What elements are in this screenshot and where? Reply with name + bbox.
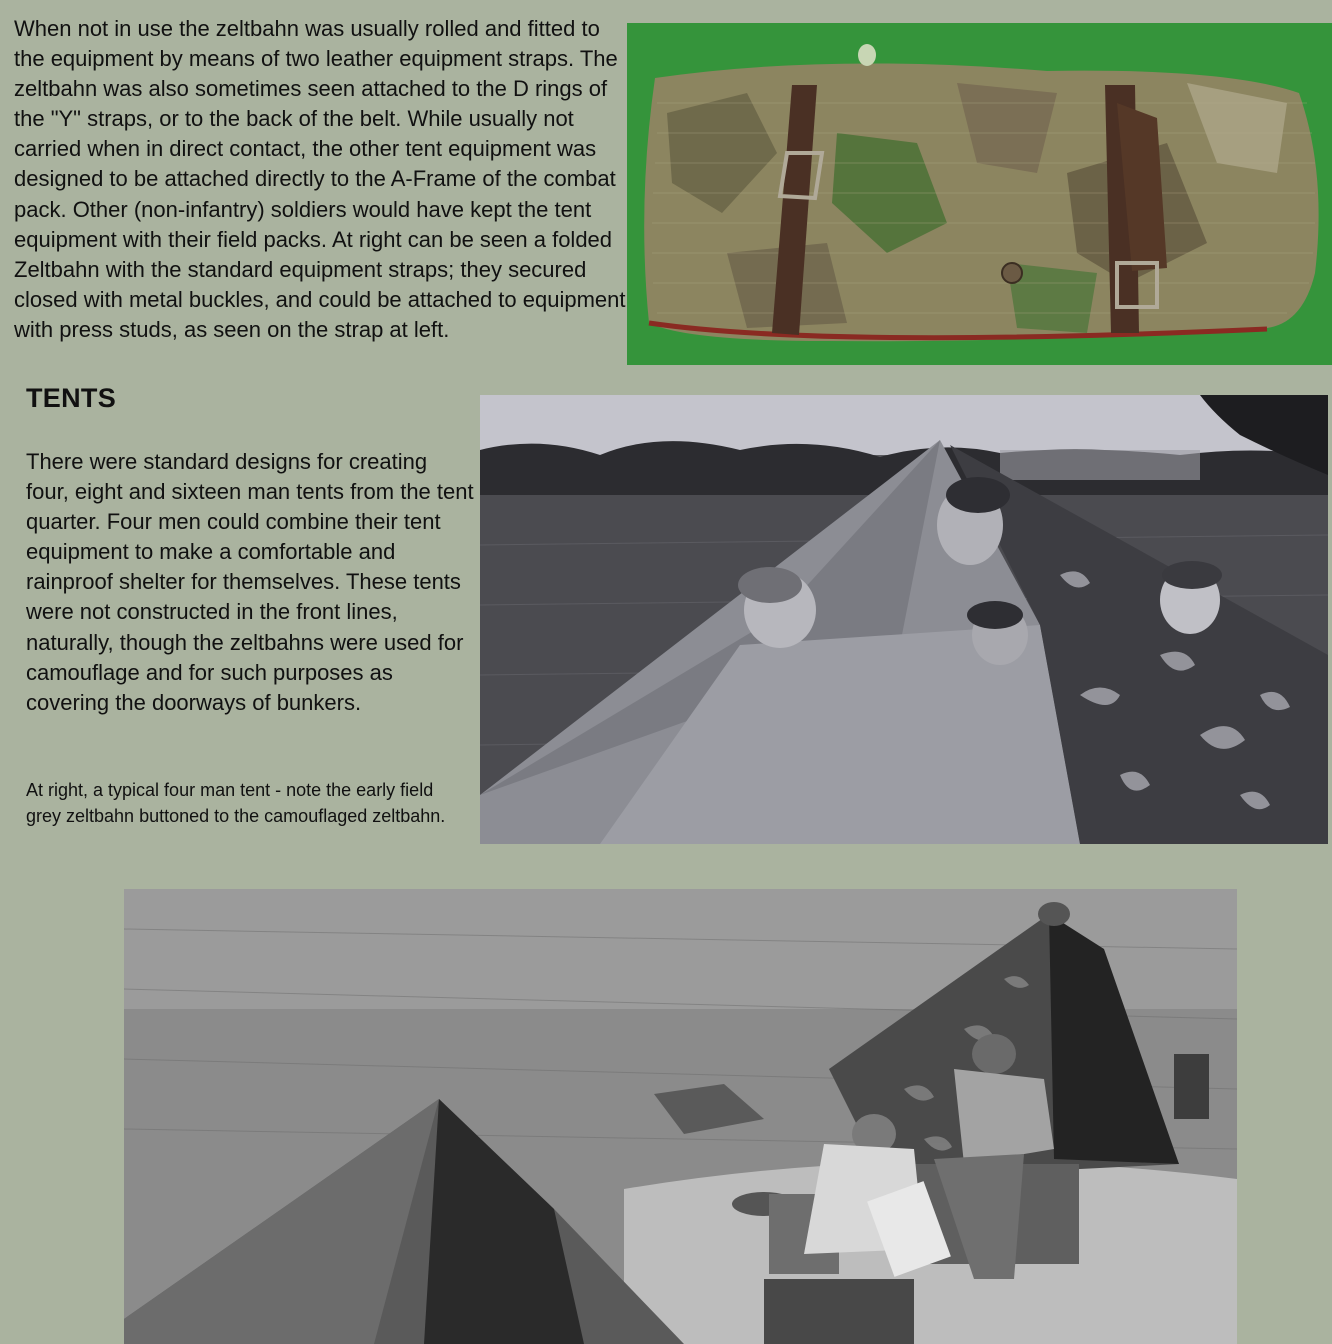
tents-heading: TENTS [26,383,117,413]
field-camp-photo [124,889,1237,1344]
tents-paragraph: There were standard designs for creating four, eight and sixteen man tents from the tent quarter. Four men could combine their tent equipment to make a comfortable and rainproof shelter for themselves. These tents were not constructed in the front lines, naturally, though the zeltbahns were used for camouflage and for such purposes as covering the doorways of bunkers. [26,449,474,715]
tent-photo-caption: At right, a typical four man tent - note the early field grey zeltbahn buttoned to the camouflaged zeltbahn. [26,780,446,826]
four-man-tent-photo [480,395,1328,844]
intro-paragraph: When not in use the zeltbahn was usually rolled and fitted to the equipment by means of two leather equipment straps. The zeltbahn was also sometimes seen attached to the D rings of the "Y" straps, or to the back of the belt. While usually not carried when in direct contact, the other tent equipment was designed to be attached directly to the A-Frame of the combat pack. Other (non-infantry) soldiers would have kept the tent equipment with their field packs. At right can be seen a folded Zeltbahn with the standard equipment straps; they secured closed with metal buckles, and could be attached to equipment with press studs, as seen on the strap at left. [14,16,626,342]
rolled-zeltbahn-photo [627,23,1332,365]
